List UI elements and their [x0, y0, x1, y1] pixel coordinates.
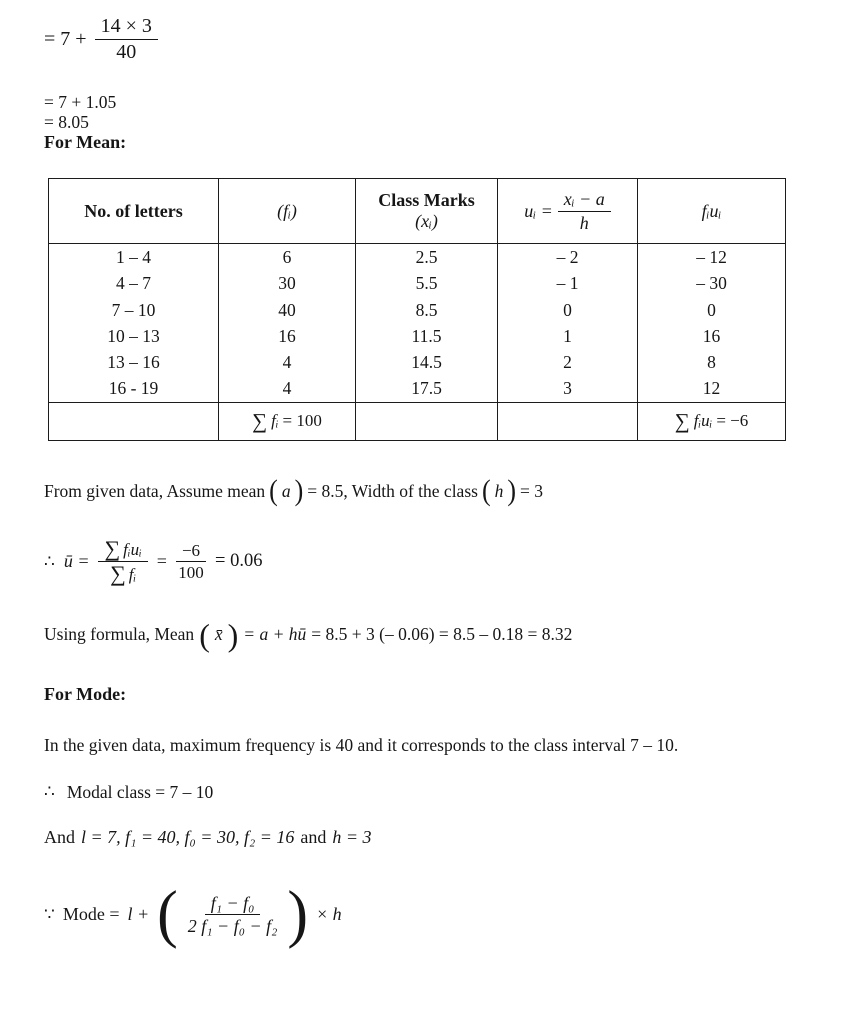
open-paren: ( [157, 878, 178, 950]
assumed-mean-var: a [281, 480, 291, 501]
and-text: And [44, 826, 75, 847]
table-header-row [49, 179, 786, 244]
modal-class-line [44, 782, 808, 803]
header-letters-label: No. of letters [84, 200, 183, 221]
therefore-symbol: ∴ [44, 551, 55, 571]
cell-xi: 11.5 [411, 325, 442, 346]
cell-xi: 17.5 [411, 378, 442, 399]
col-xi-values [356, 244, 498, 403]
fraction-numerator [98, 538, 147, 562]
equation-prefix: = 7 + [44, 27, 87, 50]
cell-fiui: 8 [707, 352, 716, 373]
x-bar-var: x̄ [214, 624, 223, 645]
sum-fi-value: = 100 [282, 411, 322, 431]
close-paren: ) [227, 616, 239, 653]
header-ui-fraction [558, 189, 611, 233]
assume-text-1: From given data, Assume mean [44, 480, 266, 501]
cell-ui: – 1 [556, 273, 579, 294]
cell-ui: 3 [563, 378, 572, 399]
footer-empty-ui [498, 402, 638, 440]
fraction-denominator: 2 f₁ − f₀ − f₂ [187, 916, 278, 937]
sum-fiui-label: fᵢuᵢ [693, 411, 713, 431]
sigma-icon: ∑ [252, 408, 268, 433]
footer-empty-letters [49, 402, 219, 440]
cell-fi: 16 [278, 325, 296, 346]
header-fiui [638, 179, 786, 244]
header-fi-label: (fᵢ) [277, 200, 297, 221]
fraction-numerator: f₁ − f₀ [205, 893, 261, 916]
table-footer-row [49, 402, 786, 440]
footer-sum-fiui [638, 402, 786, 440]
cell-xi: 14.5 [411, 352, 442, 373]
sigma-icon: ∑ [674, 408, 690, 433]
and-text-2: and [300, 826, 327, 847]
numerator-fiui: fᵢuᵢ [123, 539, 142, 559]
footer-sum-fi [219, 402, 356, 440]
fraction-f1-f0-over-2f1-f0-f2 [186, 893, 280, 937]
fraction-sum-fiui-over-sum-fi [98, 538, 147, 585]
u-bar-lhs: ū = [63, 551, 90, 572]
equation-step-2: = 7 + 1.05 [44, 92, 117, 112]
cell-fiui: 12 [702, 378, 721, 399]
cell-ui: 0 [563, 299, 572, 320]
fraction-denominator: 40 [116, 40, 137, 63]
mode-label: Mode = [62, 904, 120, 925]
mean-rhs: = a + hū [243, 624, 307, 645]
fraction-numerator: 14 × 3 [95, 15, 158, 40]
header-fi [219, 179, 356, 244]
cell-xi: 5.5 [415, 273, 438, 294]
cell-letters: 4 – 7 [116, 273, 151, 294]
u-bar-equation [44, 530, 808, 594]
because-symbol: ∵ [44, 904, 55, 924]
col-fiui-values [638, 244, 786, 403]
values-text: l = 7, f₁ = 40, f₀ = 30, f₂ = 16 [81, 826, 295, 847]
open-paren: ( [199, 616, 210, 653]
given-values-line [44, 827, 808, 848]
header-class-marks-sub: (xᵢ) [415, 211, 438, 231]
fraction-numerator: −6 [176, 541, 206, 563]
assume-text-2: = 8.5, Width of the class [307, 480, 478, 501]
cell-fi: 4 [282, 378, 292, 399]
cell-fi: 30 [278, 273, 296, 294]
cell-fiui: – 30 [696, 273, 727, 294]
max-frequency-paragraph: In the given data, maximum frequency is 40 and it corresponds to the class interval 7 – 10. [44, 734, 679, 755]
mode-formula-equation [44, 872, 808, 958]
header-class-marks-title: Class Marks [378, 190, 475, 210]
equation-step-3: = 8.05 [44, 112, 89, 132]
mean-equation [44, 616, 808, 654]
cell-letters: 10 – 13 [107, 325, 160, 346]
header-ui-numerator: xᵢ − a [558, 189, 611, 212]
fraction-14x3-over-40 [95, 15, 158, 64]
mean-text: Using formula, Mean [44, 624, 195, 645]
fraction-denominator [110, 562, 136, 585]
h-value-text: h = 3 [332, 826, 372, 847]
header-class-marks [356, 179, 498, 244]
col-ui-values [498, 244, 638, 403]
fraction-minus6-over-100 [176, 541, 206, 583]
open-paren: ( [269, 473, 278, 507]
equation-step-1 [44, 13, 808, 65]
header-ui-formula [498, 179, 638, 244]
equals-sign: = [156, 551, 167, 572]
sigma-icon: ∑ [104, 536, 121, 562]
cell-fi: 40 [278, 299, 296, 320]
cell-fiui: – 12 [696, 247, 727, 267]
assume-text-3: = 3 [520, 480, 544, 501]
header-no-of-letters [49, 179, 219, 244]
cell-fi: 4 [282, 352, 292, 373]
cell-letters: 1 – 4 [116, 247, 151, 267]
cell-letters: 13 – 16 [107, 352, 160, 373]
u-bar-result: = 0.06 [215, 551, 263, 572]
col-letters-values [49, 244, 219, 403]
for-mode-heading: For Mode: [44, 683, 127, 704]
cell-fi: 6 [282, 247, 292, 267]
modal-class-text: Modal class = 7 – 10 [66, 781, 214, 802]
cell-fiui: 0 [707, 299, 716, 320]
header-ui-lhs: uᵢ = [524, 200, 553, 221]
denominator-fi: fᵢ [128, 564, 137, 584]
col-fi-values [219, 244, 356, 403]
cell-ui: 1 [563, 325, 572, 346]
close-paren: ) [294, 473, 304, 507]
therefore-symbol: ∴ [44, 782, 55, 802]
cell-ui: – 2 [556, 247, 579, 267]
footer-empty-xi [356, 402, 498, 440]
cell-xi: 2.5 [415, 247, 438, 267]
header-fiui-label: fᵢuᵢ [701, 200, 722, 221]
cell-letters: 16 - 19 [108, 378, 159, 399]
mode-lhs: l + [127, 904, 150, 925]
class-width-var: h [494, 480, 504, 501]
close-paren: ) [287, 878, 309, 950]
frequency-table [48, 178, 786, 441]
close-paren: ) [507, 473, 517, 507]
cell-xi: 8.5 [415, 299, 438, 320]
open-paren: ( [481, 473, 491, 507]
sum-fi-label: fᵢ [271, 411, 279, 431]
cell-ui: 2 [563, 352, 572, 373]
sum-fiui-value: = −6 [716, 411, 749, 431]
fraction-denominator: 100 [178, 563, 204, 583]
assume-mean-line [44, 473, 808, 507]
for-mean-heading: For Mean: [44, 132, 127, 152]
table-body-row [49, 244, 786, 403]
times-h-text: × h [316, 904, 342, 925]
header-ui-denominator: h [579, 212, 589, 233]
mean-result: = 8.5 + 3 (– 0.06) = 8.5 – 0.18 = 8.32 [311, 624, 573, 645]
cell-letters: 7 – 10 [111, 299, 156, 320]
sigma-icon: ∑ [110, 561, 126, 587]
cell-fiui: 16 [702, 325, 721, 346]
